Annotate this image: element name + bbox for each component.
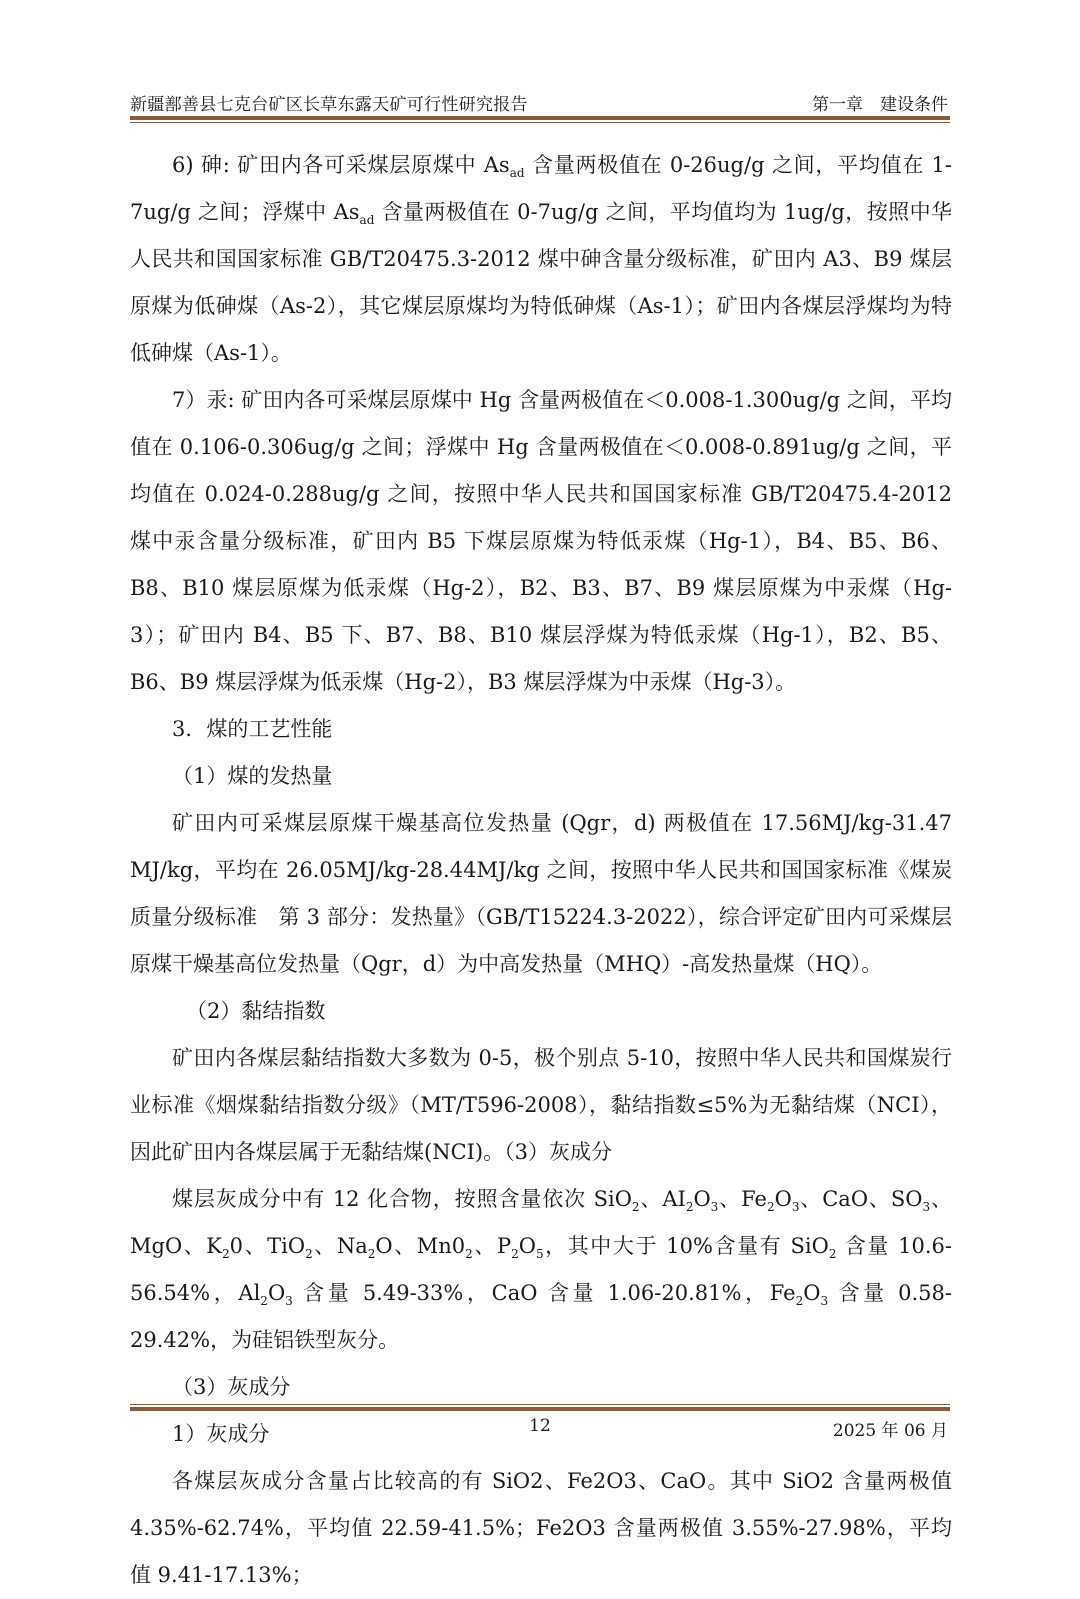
header-rule-thick (130, 116, 950, 120)
paragraph-arsenic: 6) 砷: 矿田内各可采煤层原煤中 $As_{ad}$ 含量两极值在 0-26ug/g 之间，平均值在 1-7ug/g 之间；浮煤中 $As_{ad}$ 含量两极值在 0-7ug/g 之间，平均值均为 1ug/g，按照中华人民共和国国家标准 GB/T20475.3-2012 煤中砷含量分级标准，矿田内 A3、B9 煤层原煤为低砷煤（As-2），其它煤层原煤均为特低砷煤（As-1）；矿田内各煤层浮煤均为特低砷煤（As-1）。 (130, 153, 953, 365)
heading-process-properties: 3．煤的工艺性能 (172, 717, 333, 741)
report-title: 新疆鄯善县七克台矿区长草东露天矿可行性研究报告 (130, 95, 528, 115)
paragraph-ash-composition-detail: 各煤层灰成分含量占比较高的有 SiO2、Fe2O3、CaO。其中 SiO2 含量两极值 4.35%-62.74%，平均值 22.59-41.5%；Fe2O3 含量两极值 3.55%-27.98%，平均值 9.41-17.13%； (130, 1469, 952, 1587)
chapter-title: 第一章 建设条件 (812, 95, 948, 115)
page-number: 12 (529, 1416, 551, 1436)
header-rule-thin (130, 122, 950, 123)
page-body (130, 142, 952, 1599)
paragraph-ash-composition: 煤层灰成分中有 12 化合物，按照含量依次 SiO$_2$、$AI_2O_3$、$Fe_2O_3$、CaO、$SO_3$、MgO、$K_20$、TiO$_2$、$Na_2O$、$Mn0_2$、$P_2O_5$，其中大于 10%含量有 SiO$_2$ 含量 10.6-56.54%，$Al_2O_3$ 含量 5.49-33%，CaO 含量 1.06-20.81%，$Fe_2O_3$ 含量 0.58-29.42%，为硅铝铁型灰分。 (130, 1187, 952, 1352)
paragraph-mercury: 7）汞: 矿田内各可采煤层原煤中 Hg 含量两极值在＜0.008-1.300ug/g 之间，平均值在 0.106-0.306ug/g 之间；浮煤中 Hg 含量两极值在＜0.008-0.891ug/g 之间，平均值在 0.024-0.288ug/g 之间，按照中华人民共和国国家标准 GB/T20475.4-2012 煤中汞含量分级标准，矿田内 B5 下煤层原煤为特低汞煤（Hg-1），B4、B5、B6、B8、B10 煤层原煤为低汞煤（Hg-2），B2、B3、B7、B9 煤层原煤为中汞煤（Hg-3）；矿田内 B4、B5 下、B7、B8、B10 煤层浮煤为特低汞煤（Hg-1），B2、B5、B6、B9 煤层浮煤为低汞煤（Hg-2），B3 煤层浮煤为中汞煤（Hg-3）。 (130, 388, 952, 694)
paragraph-calorific-value: 矿田内可采煤层原煤干燥基高位发热量 (Qgr，d) 两极值在 17.56MJ/kg-31.47 MJ/kg，平均在 26.05MJ/kg-28.44MJ/kg 之间，按照中华人民共和国国家标准《煤炭质量分级标准 第 3 部分：发热量》（GB/T15224.3-2022），综合评定矿田内可采煤层原煤干燥基高位发热量（Qgr，d）为中高发热量（MHQ）-高发热量煤（HQ）。 (130, 811, 952, 976)
report-date: 2025 年 06 月 (832, 1421, 948, 1441)
heading-ash-composition: （3）灰成分 (172, 1375, 291, 1399)
heading-calorific-value: （1）煤的发热量 (172, 764, 333, 788)
footer-rule-thick (130, 1407, 950, 1411)
paragraph-caking-index: 矿田内各煤层黏结指数大多数为 0-5，极个别点 5-10，按照中华人民共和国煤炭行业标准《烟煤黏结指数分级》（MT/T596-2008），黏结指数≤5%为无黏结煤（NCI），因此矿田内各煤层属于无黏结煤(NCI)。（3）灰成分 (130, 1046, 952, 1164)
heading-ash-composition-1: 1）灰成分 (172, 1422, 270, 1446)
footer-rule-thin (130, 1404, 950, 1405)
heading-caking-index: （2）黏结指数 (186, 999, 326, 1023)
